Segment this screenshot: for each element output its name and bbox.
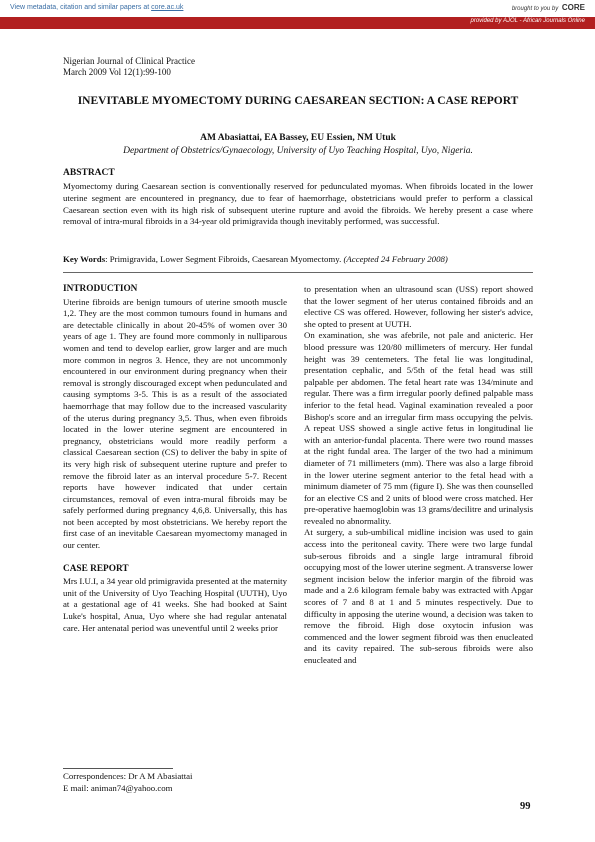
core-link[interactable]: core.ac.uk: [151, 4, 184, 11]
intro-heading: INTRODUCTION: [63, 284, 138, 294]
brought-by-text: [512, 3, 585, 12]
core-header-bar: [0, 0, 595, 18]
authors: AM Abasiattai, EA Bassey, EU Essien, NM Utuk: [200, 133, 396, 143]
journal-issue: March 2009 Vol 12(1):99-100: [63, 67, 171, 77]
divider: [63, 272, 533, 273]
correspondence: Correspondences: Dr A M Abasiattai: [63, 771, 193, 781]
case-report-text: Mrs I.U.I, a 34 year old primigravida presented at the maternity unit of the University of Uyo Teaching Hospital (UUTH), Uyo at a gestational age of 41 weeks. She had booked at Saint Luke's hospital, Anua, Uyo where she had regular antenatal care. Her antenatal period was uneventful until 2 weeks prior: [63, 576, 288, 633]
page-number: 99: [520, 801, 531, 812]
email: E mail: animan74@yahoo.com: [63, 782, 173, 793]
provider-bar: [0, 17, 595, 29]
keywords-label: Key Words: [63, 254, 106, 264]
brought-by-label: brought to you by: [511, 6, 559, 12]
paper-title: INEVITABLE MYOMECTOMY DURING CAESAREAN SECTION: A CASE REPORT: [77, 95, 519, 107]
footnote: [63, 771, 193, 794]
metadata-label: View metadata, citation and similar papers at: [10, 4, 150, 11]
keywords-text: : Primigravida, Lower Segment Fibroids, Caesarean Myomectomy.: [105, 254, 342, 264]
journal-info: [63, 56, 195, 78]
case-report-heading: CASE REPORT: [63, 563, 129, 574]
case-paragraph-1: to presentation when an ultrasound scan (USS) report showed that the lower segment of her uterus contained fibroids and an elective CS was offered. However, following her sister's advice, she opted to present at UUTH.: [304, 284, 533, 329]
metadata-link-text[interactable]: [10, 4, 183, 11]
intro-text: Uterine fibroids are benign tumours of uterine smooth muscle 1,2. They are the most common tumours found in humans and are detectable clinically in about 20-45% of women over 30 years of age 1. They are found more commonly in nulliparous women and tend to develop earlier, grow larger and are much more common in negros 3. Hence, they are not uncommonly encountered in our environment during pregnancy when their removal is strongly discouraged except when pedunculated and causing symptoms 3-5. This is as a result of the associated haemorrhage that may follow due to the increased vascularity of the uterus during pregnancy 3,5. Thus, when even fibroids located in the lower uterine segment are encountered in pregnancy, obstetricians would more readily perform a classical Caesarean section (CS) to deliver the baby in spite of its very high risk of subsequent uterine rupture and prefer to remove the fibroid later as an interval procedure 5-7. Recent reports have however indicated that under certain circumstances, removal of even intra-mural fibroids may be safely performed during pregnancy 4,6,8. Universally, this has not been accepted by most obstetricians. We hereby report the first case of an inevitable Caesarean myomectomy managed in our center.: [63, 296, 287, 551]
abstract-heading: ABSTRACT: [63, 168, 115, 178]
right-column: [304, 284, 533, 667]
journal-name: Nigerian Journal of Clinical Practice: [63, 56, 195, 66]
footnote-rule: [63, 768, 173, 769]
accepted-date: (Accepted 24 February 2008): [343, 254, 448, 264]
keywords: [63, 254, 533, 264]
case-paragraph-3: At surgery, a sub-umbilical midline incision was used to gain access into the peritoneal cavity. There were two large fundal sub-serous fibroids and a single large intramural fibroid occupying most of the lower uterine segment. A transverse lower segment incision below the inferior margin of the fibroid was made and a 2.6 kilogram female baby was extracted with Apgar scores of 7 and 8 at 1 and 5 minutes respectively. Due to difficulty in apposing the uterine wound, a decision was taken to remove the fibroid. High dose oxytocin infusion was commenced and the lower segment fibroid was then enucleated and its cavity repaired. The sub-serous fibroids were also enucleated and: [304, 527, 533, 665]
abstract-text: Myomectomy during Caesarean section is conventionally reserved for pedunculated myomas. When fibroids located in the lower uterine segment are encountered in pregnancy, due to fear of haemorrhage, obstetricians would prefer to perform a classical Caesarean section even with its high risk of subsequent uterine rupture and avoid the fibroids. We hereby present a case where removal of intra-mural fibroids in a 34-year old primigravida though inevitably performed, was successful.: [63, 181, 533, 227]
provider-text: provided by AJOL - African Journals Online: [470, 18, 585, 24]
left-column: [63, 284, 287, 634]
case-paragraph-2: On examination, she was afebrile, not pale and anicteric. Her blood pressure was 120/80 millimeters of mercury. Her fundal height was 39 centemeters. The fetal lie was longitudinal, presentation cephalic, and 5/5th of the fetal head was still palpable per abdomen. The fetal heart rate was 134/minute and regular. There was a firm irregular poorly defined palpable mass inferior to the fetal head. Vaginal examination revealed a poor Bishop's score and an irregular firm mass occupying the pelvis. A repeat USS showed a single active fetus in longitudinal lie with an anterior-fundal placenta. There were two round masses at the right fundal area. The larger of the two had a minimum diameter of 71 millimeters (mm). There was also a large fibroid in the lower uterine segment anterior to the fetal head with a minimum diameter of 75 mm (figure I). She was then counselled for an elective CS and 2 units of blood were cross matched. Her pre-operative haemoglobin was 13 grams/decilitre and urinalysis revealed no abnormality.: [304, 330, 533, 526]
affiliation: Department of Obstetrics/Gynaecology, University of Uyo Teaching Hospital, Uyo, Nigeria.: [123, 146, 473, 156]
core-logo[interactable]: CORE: [561, 3, 585, 12]
